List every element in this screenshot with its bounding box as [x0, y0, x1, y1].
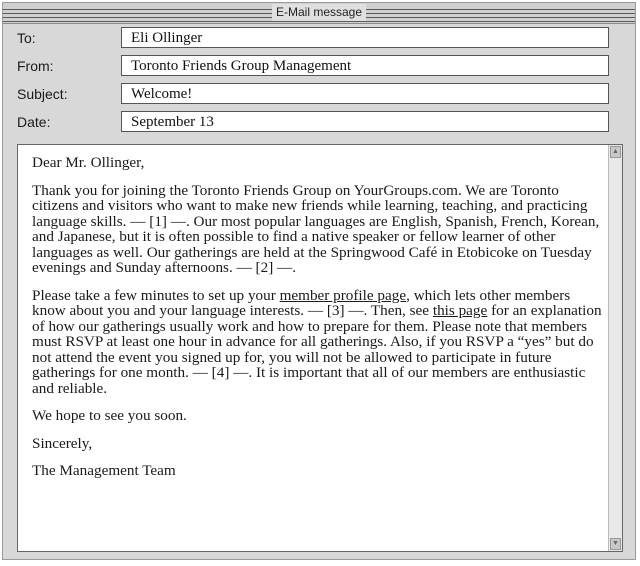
email-window	[2, 2, 636, 560]
date-label: Date:	[17, 114, 51, 130]
this-page-link[interactable]: this page	[432, 302, 488, 319]
from-field[interactable]: Toronto Friends Group Management	[121, 55, 609, 76]
message-body[interactable]	[17, 144, 623, 552]
title-bar	[3, 3, 635, 24]
member-profile-link[interactable]: member profile page	[279, 286, 407, 304]
paragraph-2-part-a: Please take a few minutes to set up your	[32, 286, 280, 304]
message-text	[32, 155, 606, 491]
date-field[interactable]: September 13	[121, 111, 609, 132]
closing-line: We hope to see you soon.	[32, 407, 187, 424]
date-row	[9, 111, 629, 134]
sign-off: Sincerely,	[32, 434, 93, 452]
paragraph-1: Thank you for joining the Toronto Friends Group on YourGroups.com. We are Toronto citizens and visitors who want to make new friends while learning, teaching, and practicing language skills. — [1] —. Our most popular languages are English, Spanish, French, Korean, and Japanese, but it is often possible to find a native speaker or fellow learner of other languages as well. Our gatherings are held at the Springwood Café in Etobicoke on Tuesday evenings and Sunday afternoons. — [2] —.	[32, 181, 600, 276]
email-header	[9, 27, 629, 139]
scroll-down-icon[interactable]: ▼	[610, 538, 621, 550]
subject-field[interactable]: Welcome!	[121, 83, 609, 104]
subject-label: Subject:	[17, 86, 68, 102]
to-row	[9, 27, 629, 50]
window-title: E-Mail message	[272, 4, 366, 21]
to-label: To:	[17, 30, 36, 46]
from-label: From:	[17, 58, 54, 74]
from-row	[9, 55, 629, 78]
subject-row	[9, 83, 629, 106]
to-field[interactable]: Eli Ollinger	[121, 27, 609, 48]
paragraph-2-part-b: , which lets other members know about you and your language interests. — [3] —. Then, see	[32, 286, 571, 319]
signature: The Management Team	[32, 462, 176, 479]
vertical-scrollbar[interactable]	[608, 145, 622, 551]
paragraph-2-part-c: for an explanation of how our gatherings usually work and how to prepare for them. Please note that members must RSVP at least one hour in advance for all gatherings. Also, if you RSVP a “yes” but do not attend the event you signed up for, you will not be allowed to participate in future gatherings for one month. — [4] —. It is important that all of our members are enthusiastic and reliable.	[32, 302, 602, 397]
scroll-up-icon[interactable]: ▲	[610, 146, 621, 158]
paragraph-2	[32, 288, 606, 397]
greeting: Dear Mr. Ollinger,	[32, 154, 145, 171]
